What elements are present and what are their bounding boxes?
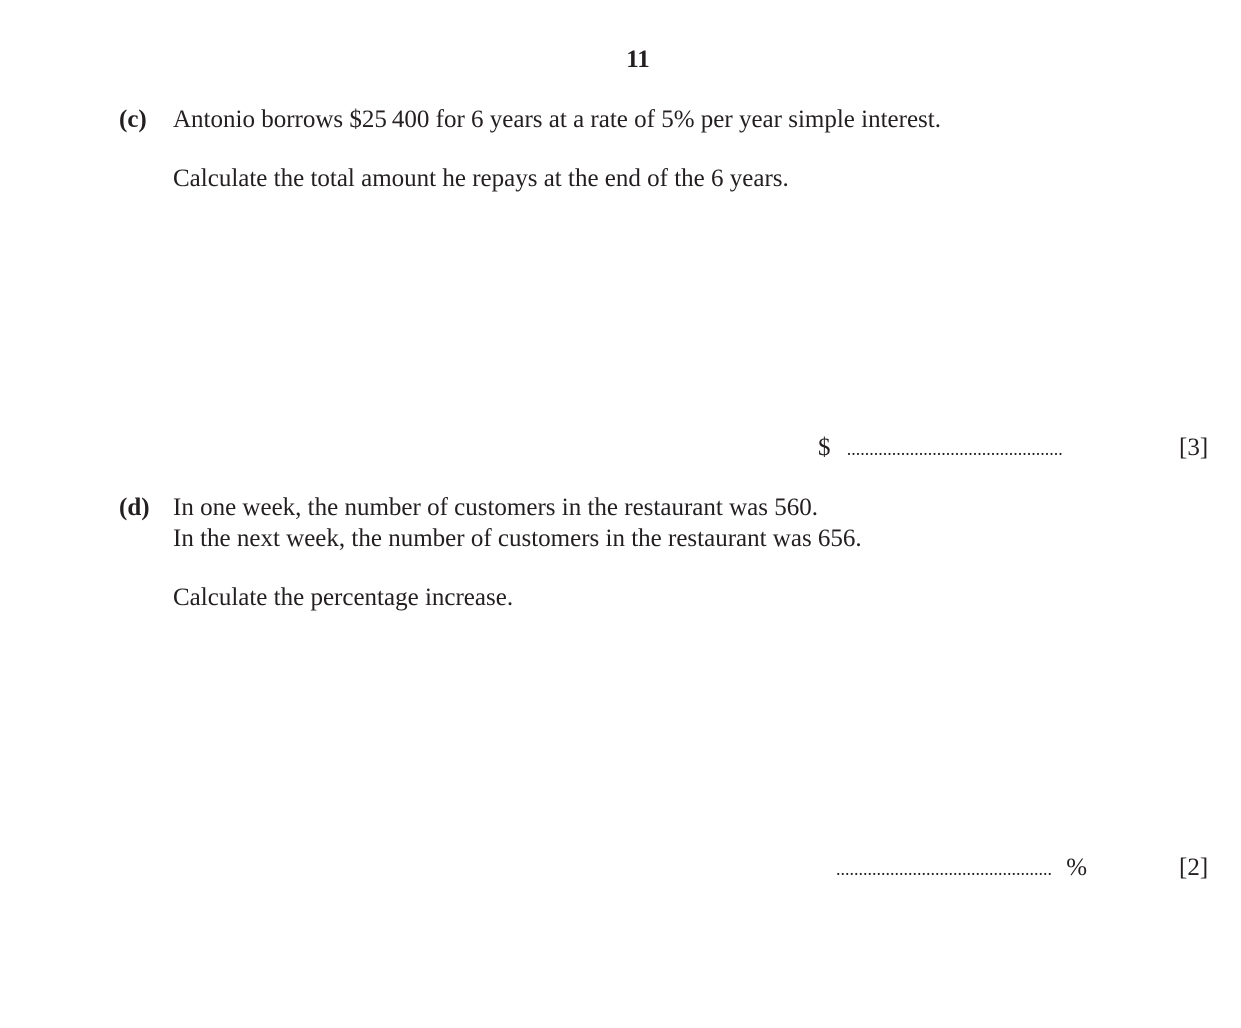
part-d-line-2: In the next week, the number of customers in the restaurant was 656.	[173, 525, 862, 552]
part-c-question: Antonio borrows $25 400 for 6 years at a rate of 5% per year simple interest.	[173, 106, 941, 133]
percent-sign: %	[1066, 854, 1088, 881]
part-d-answer-dots[interactable]: ................................................	[836, 859, 1052, 879]
part-d-instruction: Calculate the percentage increase.	[173, 584, 514, 611]
part-c-answer-dots[interactable]: ................................................	[846, 439, 1063, 459]
page-number: 11	[626, 46, 650, 73]
part-d-answer-line[interactable]	[836, 854, 1087, 882]
part-c-instruction: Calculate the total amount he repays at the end of the 6 years.	[173, 165, 789, 192]
part-d-line-1: In one week, the number of customers in the restaurant was 560.	[173, 494, 818, 521]
part-d-marks: [2]	[1179, 854, 1209, 881]
part-c-marks: [3]	[1179, 434, 1209, 461]
dollar-sign: $	[818, 434, 831, 461]
part-c-answer-line[interactable]	[818, 434, 1063, 462]
part-d-label: (d)	[119, 494, 150, 521]
part-c-label: (c)	[119, 106, 147, 133]
